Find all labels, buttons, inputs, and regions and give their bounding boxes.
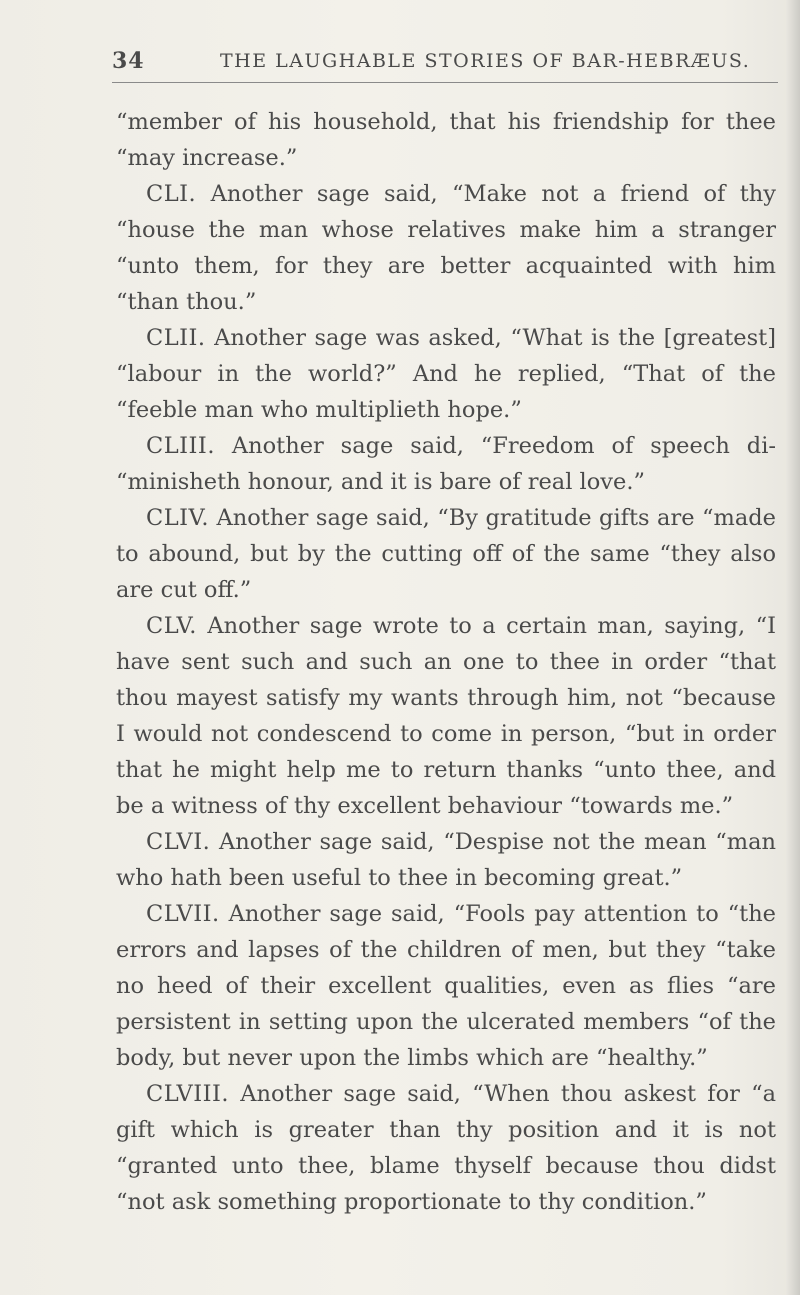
paragraph-text: Another sage said, “Make not a friend of thy “house the man whose relatives make him a stranger “unto them, for they are better acquainted with him “than thou.” [116,181,776,315]
page-edge-shadow [786,0,800,1295]
paragraph-numeral: CLVII. [146,901,220,927]
paragraph-numeral: CLIII. [146,433,215,459]
header-rule [112,82,778,83]
paragraph-numeral: CLVIII. [146,1081,230,1107]
paragraph-cliii [116,428,776,500]
paragraph-clv [116,608,776,824]
paragraph-text: Another sage was asked, “What is the [greatest] “labour in the world?” And he replied, “That of the “feeble man who multiplieth hope.” [116,325,776,423]
paragraph-cli [116,176,776,320]
paragraph-text: Another sage said, “By gratitude gifts are “made to abound, but by the cutting off of the same “they also are cut off.” [116,505,776,603]
paragraph-clvi [116,824,776,896]
paragraph-cliv [116,500,776,608]
paragraph-text: Another sage said, “Despise not the mean “man who hath been useful to thee in becoming great.” [116,829,776,891]
paragraph-numeral: CLI. [146,181,197,207]
paragraph-text: Another sage said, “When thou askest for “a gift which is greater than thy position and it is not “granted unto thee, blame thyself because thou didst “not ask something proportionate to thy condition.” [116,1081,776,1215]
paragraph-numeral: CLIV. [146,505,210,531]
paragraph-clviii [116,1076,776,1220]
body-text [116,104,776,1220]
paragraph-numeral: CLV. [146,613,197,639]
paragraph-text: Another sage said, “Freedom of speech di- “minisheth honour, and it is bare of real love.” [116,433,776,495]
paragraph-text: Another sage said, “Fools pay attention to “the errors and lapses of the children of men, but they “take no heed of their excellent qualities, even as flies “are persistent in setting upon the ulcerated members “of the body, but never upon the limbs which are “healthy.” [116,901,776,1071]
paragraph-text: “member of his household, that his friendship for thee “may increase.” [116,109,776,171]
page-header [112,48,782,74]
running-title: THE LAUGHABLE STORIES OF BAR-HEBRÆUS. [220,50,751,72]
paragraph-text: Another sage wrote to a certain man, saying, “I have sent such and such an one to thee in order “that thou mayest satisfy my wants through him, not “because I would not condescend to come in person, “but in order that he might help me to return thanks “unto thee, and be a witness of thy excellent behaviour “towards me.” [116,613,776,819]
page-number: 34 [112,48,145,74]
paragraph-clvii [116,896,776,1076]
paragraph-clii [116,320,776,428]
paragraph-numeral: CLVI. [146,829,211,855]
paragraph-numeral: CLII. [146,325,206,351]
paragraph-continuation [116,104,776,176]
